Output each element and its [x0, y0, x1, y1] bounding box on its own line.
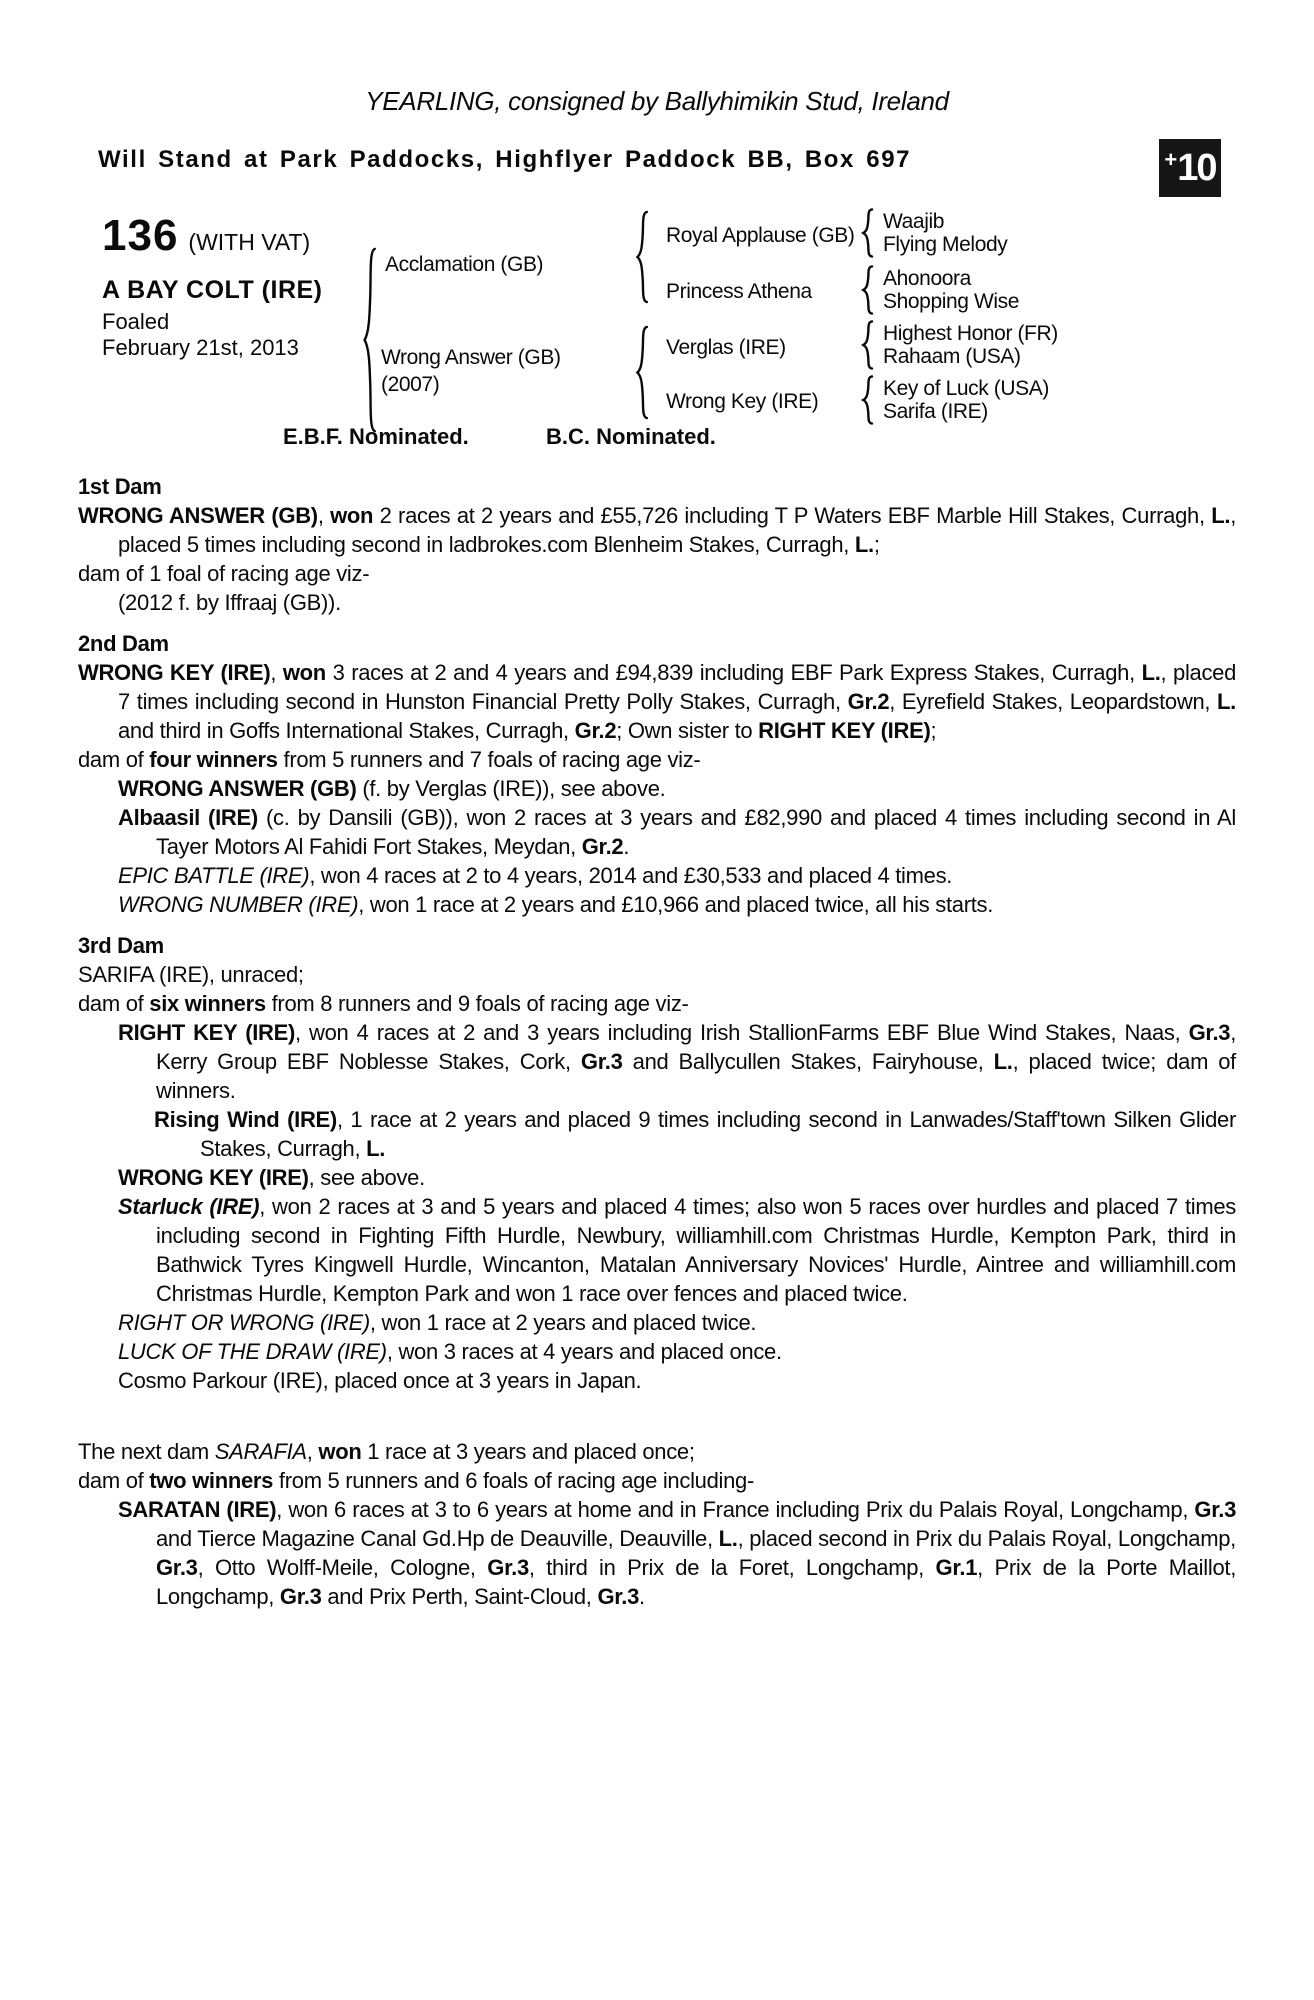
pedigree-text: [78, 472, 1236, 1611]
pedigree-entry: Ahonoora: [883, 267, 971, 290]
pedigree-paragraph: Rising Wind (IRE), 1 race at 2 years and placed 9 times including second in Lanwades/Staff'town Silken Glider Stakes, Curragh, L.: [154, 1107, 1236, 1161]
section-spacer: [78, 919, 1236, 931]
pedigree-paragraph: dam of four winners from 5 runners and 7 foals of racing age viz-: [78, 747, 701, 772]
pedigree-paragraph: WRONG ANSWER (GB) (f. by Verglas (IRE)), see above.: [118, 776, 666, 801]
pedigree-entry: Rahaam (USA): [883, 345, 1021, 368]
lot-title: A BAY COLT (IRE): [102, 276, 323, 304]
consignor-line: YEARLING, consigned by Ballyhimikin Stud, Ireland: [365, 86, 949, 116]
pedigree-dam-dam: Wrong Key (IRE): [666, 390, 819, 413]
foaled-label: Foaled: [102, 309, 170, 334]
pedigree-paragraph: WRONG KEY (IRE), see above.: [118, 1165, 425, 1190]
pedigree-paragraph: RIGHT OR WRONG (IRE), won 1 race at 2 years and placed twice.: [118, 1310, 757, 1335]
pedigree-paragraph: Albaasil (IRE) (c. by Dansili (GB)), won 2 races at 3 years and £82,990 and placed 4 times including second in Al Tayer Motors Al Fahidi Fort Stakes, Meydan, Gr.2.: [118, 805, 1236, 859]
brace-icon: [861, 209, 874, 257]
pedigree-sire: Acclamation (GB): [385, 253, 544, 276]
pedigree-paragraph: Cosmo Parkour (IRE), placed once at 3 years in Japan.: [118, 1368, 642, 1393]
pedigree-paragraph: dam of 1 foal of racing age viz-: [78, 561, 370, 586]
ebf-nominated-label: E.B.F. Nominated.: [283, 424, 469, 449]
brace-icon: [861, 376, 874, 424]
pedigree-entry: Shopping Wise: [883, 290, 1020, 313]
pedigree-paragraph: (2012 f. by Iffraaj (GB)).: [118, 590, 341, 615]
brace-icon: [635, 211, 649, 303]
lot-number: 136: [102, 211, 179, 260]
dam-section-heading: 2nd Dam: [78, 631, 169, 656]
pedigree-paragraph: WRONG KEY (IRE), won 3 races at 2 and 4 years and £94,839 including EBF Park Express Stakes, Curragh, L., placed 7 times including second in Hunston Financial Pretty Polly Stakes, Curragh, Gr.2, Eyrefield Stakes, Leopardstown, L. and third in Goffs International Stakes, Curragh, Gr.2; Own sister to RIGHT KEY (IRE);: [78, 660, 1237, 743]
pedigree-entry: Highest Honor (FR): [883, 322, 1058, 345]
stand-location-line: Will Stand at Park Paddocks, Highflyer Paddock BB, Box 697: [98, 146, 912, 173]
pedigree-entry: Sarifa (IRE): [883, 400, 988, 423]
pedigree-dam-sire: Verglas (IRE): [666, 336, 786, 359]
lot-header: [102, 211, 310, 261]
pedigree-dam: Wrong Answer (GB): [381, 346, 561, 369]
plus10-number: 10: [1177, 146, 1216, 189]
pedigree-paragraph: EPIC BATTLE (IRE), won 4 races at 2 to 4 years, 2014 and £30,533 and placed 4 times.: [118, 863, 953, 888]
pedigree-sire-dam: Princess Athena: [666, 280, 812, 303]
pedigree-paragraph: The next dam SARAFIA, won 1 race at 3 years and placed once;: [78, 1439, 695, 1464]
dam-section-heading: 3rd Dam: [78, 933, 164, 958]
pedigree-paragraph: dam of six winners from 8 runners and 9 foals of racing age viz-: [78, 991, 689, 1016]
brace-icon: [635, 326, 649, 419]
pedigree-paragraph: SARIFA (IRE), unraced;: [78, 962, 304, 987]
brace-icon: [861, 321, 874, 369]
pedigree-paragraph: LUCK OF THE DRAW (IRE), won 3 races at 4 years and placed once.: [118, 1339, 782, 1364]
bc-nominated-label: B.C. Nominated.: [546, 424, 716, 449]
pedigree-paragraph: WRONG NUMBER (IRE), won 1 race at 2 years and £10,966 and placed twice, all his starts.: [118, 892, 994, 917]
pedigree-paragraph: Starluck (IRE), won 2 races at 3 and 5 years and placed 4 times; also won 5 races over hurdles and placed 7 times including second in Fighting Fifth Hurdle, Newbury, williamhill.com Christmas Hurdle, Kempton Park, third in Bathwick Tyres Kingwell Hurdle, Wincanton, Matalan Anniversary Novices' Hurdle, Aintree and williamhill.com Christmas Hurdle, Kempton Park and won 1 race over fences and placed twice.: [118, 1194, 1236, 1306]
foaled-date: February 21st, 2013: [102, 335, 299, 360]
section-spacer: [78, 1395, 1236, 1437]
plus-icon: +: [1164, 147, 1178, 172]
pedigree-entry: Flying Melody: [883, 233, 1008, 256]
pedigree-paragraph: SARATAN (IRE), won 6 races at 3 to 6 years at home and in France including Prix du Palais Royal, Longchamp, Gr.3 and Tierce Magazine Canal Gd.Hp de Deauville, Deauville, L., placed second in Prix du Palais Royal, Longchamp, Gr.3, Otto Wolff-Meile, Cologne, Gr.3, third in Prix de la Foret, Longchamp, Gr.1, Prix de la Porte Maillot, Longchamp, Gr.3 and Prix Perth, Saint-Cloud, Gr.3.: [118, 1497, 1237, 1609]
pedigree-entry: Key of Luck (USA): [883, 377, 1049, 400]
pedigree-sire-sire: Royal Applause (GB): [666, 224, 855, 247]
pedigree-table: [78, 205, 1236, 460]
brace-icon: [362, 247, 377, 433]
dam-section-heading: 1st Dam: [78, 474, 162, 499]
pedigree-dam-year: (2007): [381, 373, 440, 396]
pedigree-entry: Waajib: [883, 210, 945, 233]
vat-note: (WITH VAT): [188, 229, 311, 255]
section-spacer: [78, 617, 1236, 629]
pedigree-paragraph: dam of two winners from 5 runners and 6 foals of racing age including-: [78, 1468, 755, 1493]
plus10-badge: [1159, 139, 1221, 197]
brace-icon: [861, 266, 874, 314]
pedigree-paragraph: RIGHT KEY (IRE), won 4 races at 2 and 3 years including Irish StallionFarms EBF Blue Wind Stakes, Naas, Gr.3, Kerry Group EBF Noblesse Stakes, Cork, Gr.3 and Ballycullen Stakes, Fairyhouse, L., placed twice; dam of winners.: [118, 1020, 1237, 1103]
pedigree-paragraph: WRONG ANSWER (GB), won 2 races at 2 years and £55,726 including T P Waters EBF Marble Hill Stakes, Curragh, L., placed 5 times including second in ladbrokes.com Blenheim Stakes, Curragh, L.;: [78, 503, 1236, 557]
